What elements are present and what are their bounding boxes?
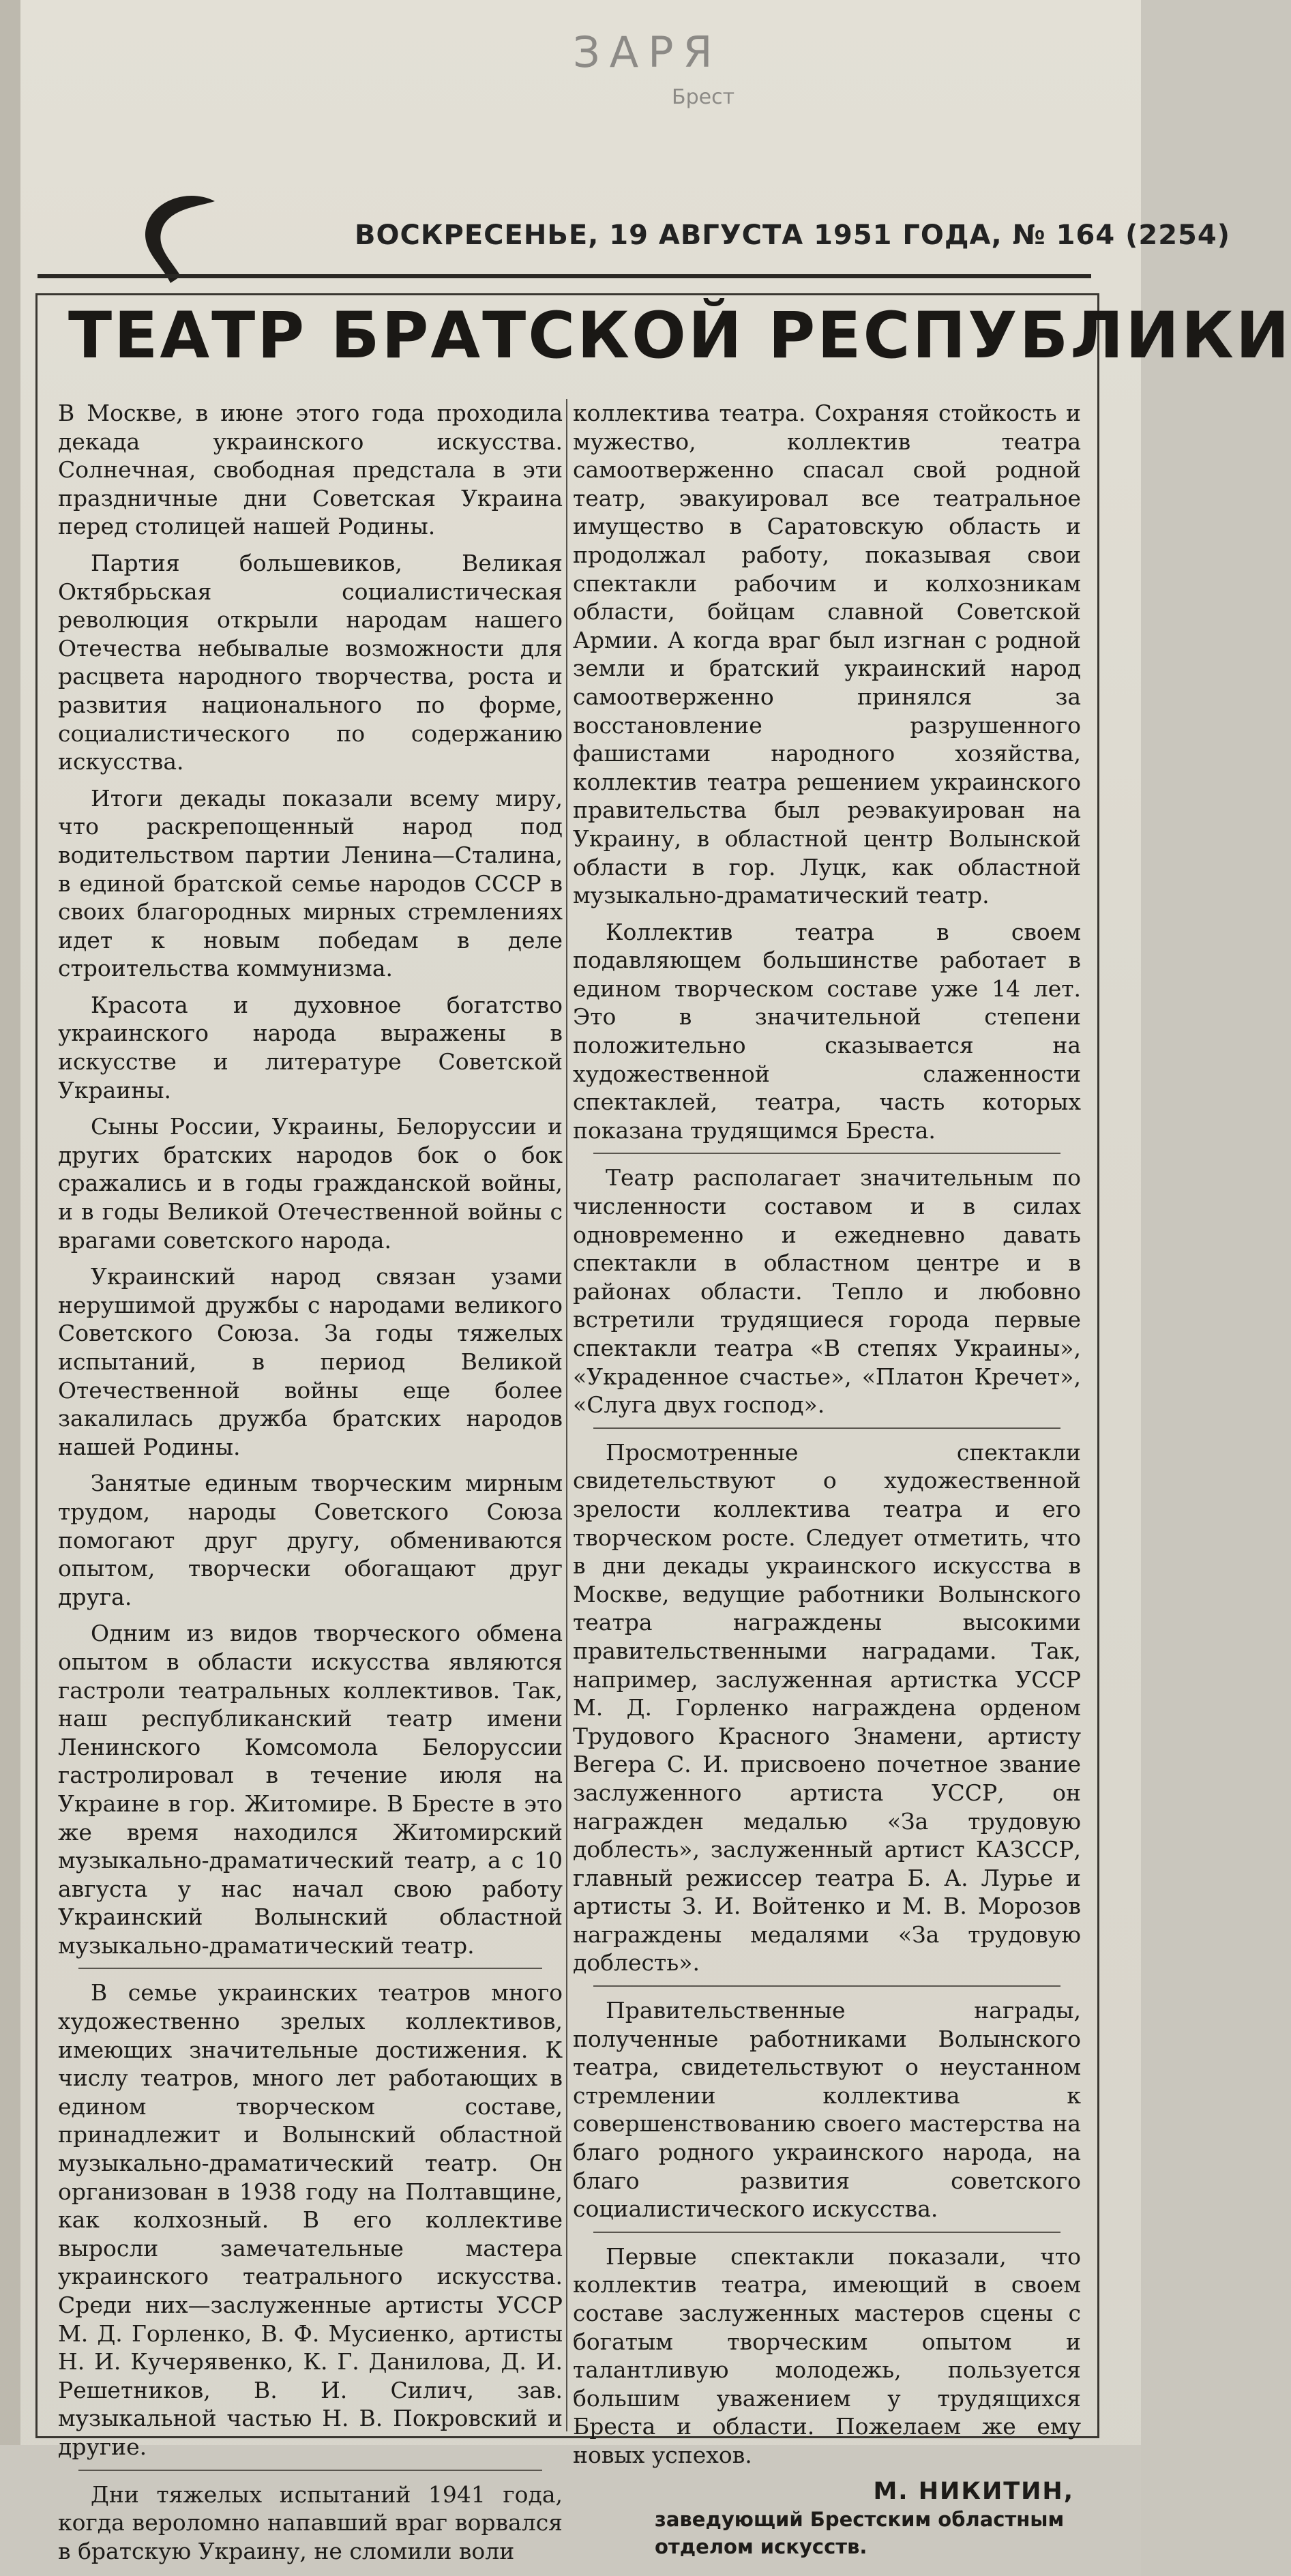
author-role: заведующий Брестским областным отделом искусств. [655, 2508, 1065, 2559]
paragraph-separator [593, 1427, 1060, 1429]
paragraph-separator [78, 2470, 542, 2471]
article-column-left [58, 399, 563, 2573]
stamp-note: Брест [672, 85, 735, 109]
paragraph: В семье украинских театров много художественно зрелых коллективов, имеющих значительные достижения. К числу театров, много лет работающих в едином творческом составе, принадлежит и Волынский областной музыкально-драматический театр. Он организован в 1938 году на Полтавщине, как колхозный. В его коллективе выросли замечательные мастера украинского театрального искусства. Среди них—заслуженные артисты УССР М. Д. Горленко, В. Ф. Мусиенко, артисты Н. И. Кучерявенко, К. Г. Данилова, Д. И. Решетников, В. И. Силич, зав. музыкальной частью Н. В. Покровский и другие. [58, 1979, 563, 2460]
newspaper-stamp: ЗАРЯ [573, 27, 722, 77]
paragraph-separator [593, 2232, 1060, 2233]
paragraph: Итоги декады показали всему миру, что раскрепощенный народ под водительством партии Ленина—Сталина, в единой братской семье народов СССР в своих благородных мирных стремлениях идет к новым победам в деле строительства коммунизма. [58, 784, 563, 982]
header-rule [38, 274, 1091, 278]
paragraph: Партия большевиков, Великая Октябрьская социалистическая революция открыли народам нашего Отечества небывалые возможности для расцвета народного творчества, роста и развития национального по форме, социалистического по содержанию искусства. [58, 549, 563, 775]
paragraph: Правительственные награды, полученные работниками Волынского театра, свидетельствуют о неустанном стремлении коллектива к совершенствованию своего мастерства на благо родного украинского народа, на благо развития советского социалистического искусства. [573, 1997, 1081, 2223]
paragraph: Сыны России, Украины, Белоруссии и других братских народов бок о бок сражались и в годы гражданской войны, и в годы Великой Отечественной войны с врагами советского народа. [58, 1113, 563, 1254]
paragraph: Театр располагает значительным по численности составом и в силах одновременно и ежедневно давать спектакли в областном центре и в районах области. Тепло и любовно встретили трудящиеся города первые спектакли театра «В степях Украины», «Украденное счастье», «Платон Кречет», «Слуга двух господ». [573, 1164, 1081, 1419]
paragraph-separator [78, 1968, 542, 1969]
paragraph: Занятые единым творческим мирным трудом, народы Советского Союза помогают друг другу, обмениваются опытом, творчески обогащают друг друга. [58, 1470, 563, 1610]
paragraph-separator [593, 1153, 1060, 1154]
paragraph: Украинский народ связан узами нерушимой дружбы с народами великого Советского Союза. За годы тяжелых испытаний, в период Великой Отечественной войны еще более закалилась дружба братских народов нашей Родины. [58, 1263, 563, 1460]
paragraph: В Москве, в июне этого года проходила декада украинского искусства. Солнечная, свободная предстала в эти праздничные дни Советская Украина перед столицей нашей Родины. [58, 400, 563, 540]
article-column-right [573, 399, 1081, 2560]
article-headline: ТЕАТР БРАТСКОЙ РЕСПУБЛИКИ [68, 299, 1291, 373]
paragraph: коллектива театра. Сохраняя стойкость и мужество, коллектив театра самоотверженно спасал свой родной театр, эвакуировал все театральное имущество в Саратовскую область и продолжал работу, показывая свои спектакли рабочим и колхозникам области, бойцам славной Советской Армии. А когда враг был изгнан с родной земли и братский украинский народ самоотверженно принялся за восстановление разрушенного фашистами народного хозяйства, коллектив театра решением украинского правительства был реэвакуирован на Украину, в областной центр Волынской области в гор. Луцк, как областной музыкально-драматический театр. [573, 400, 1081, 909]
scan-margin-left [0, 0, 20, 2576]
paragraph: Дни тяжелых испытаний 1941 года, когда вероломно напавший враг ворвался в братскую Украину, не сломили воли [58, 2481, 563, 2564]
paragraph: Просмотренные спектакли свидетельствуют о художественной зрелости коллектива театра и его творческом росте. Следует отметить, что в дни декады украинского искусства в Москве, ведущие работники Волынского театра награждены высокими правительственными наградами. Так, например, заслуженная артистка УССР М. Д. Горленко награждена орденом Трудового Красного Знамени, артисту Вегера С. И. присвоено почетное звание заслуженного артиста УССР, он награжден медалью «За трудовую доблесть», заслуженный артист КАЗССР, главный режиссер театра Б. А. Лурье и артисты З. И. Войтенко и М. В. Морозов награждены медалями «За трудовую доблесть». [573, 1438, 1081, 1977]
paragraph: Коллектив театра в своем подавляющем большинстве работает в едином творческом составе уже 14 лет. Это в значительной степени положительно сказывается на художественной слаженности спектаклей, театра, часть которых показана трудящимся Бреста. [573, 918, 1081, 1144]
paragraph-separator [593, 1985, 1060, 1987]
column-divider [566, 399, 567, 2431]
paragraph: Одним из видов творческого обмена опытом в области искусства являются гастроли театральных коллективов. Так, наш республиканский театр имени Ленинского Комсомола Белоруссии гастролировал в течение июля на Украине в гор. Житомире. В Бресте в это же время находился Житомирский музыкально-драматический театр, а с 10 августа у нас начал свою работу Украинский Волынский областной музыкально-драматический театр. [58, 1620, 563, 1959]
author-signature: М. НИКИТИН, [873, 2477, 1074, 2505]
issue-dateline: ВОСКРЕСЕНЬЕ, 19 АВГУСТА 1951 ГОДА, № 164 (2254) [355, 220, 1230, 251]
paragraph: Красота и духовное богатство украинского народа выражены в искусстве и литературе Советской Украины. [58, 991, 563, 1104]
paragraph: Первые спектакли показали, что коллектив театра, имеющий в своем составе заслуженных мастеров сцены с богатым творческим опытом и талантливую молодежь, пользуется большим уважением у трудящихся Бреста и области. Пожелаем же ему новых успехов. [573, 2242, 1081, 2468]
